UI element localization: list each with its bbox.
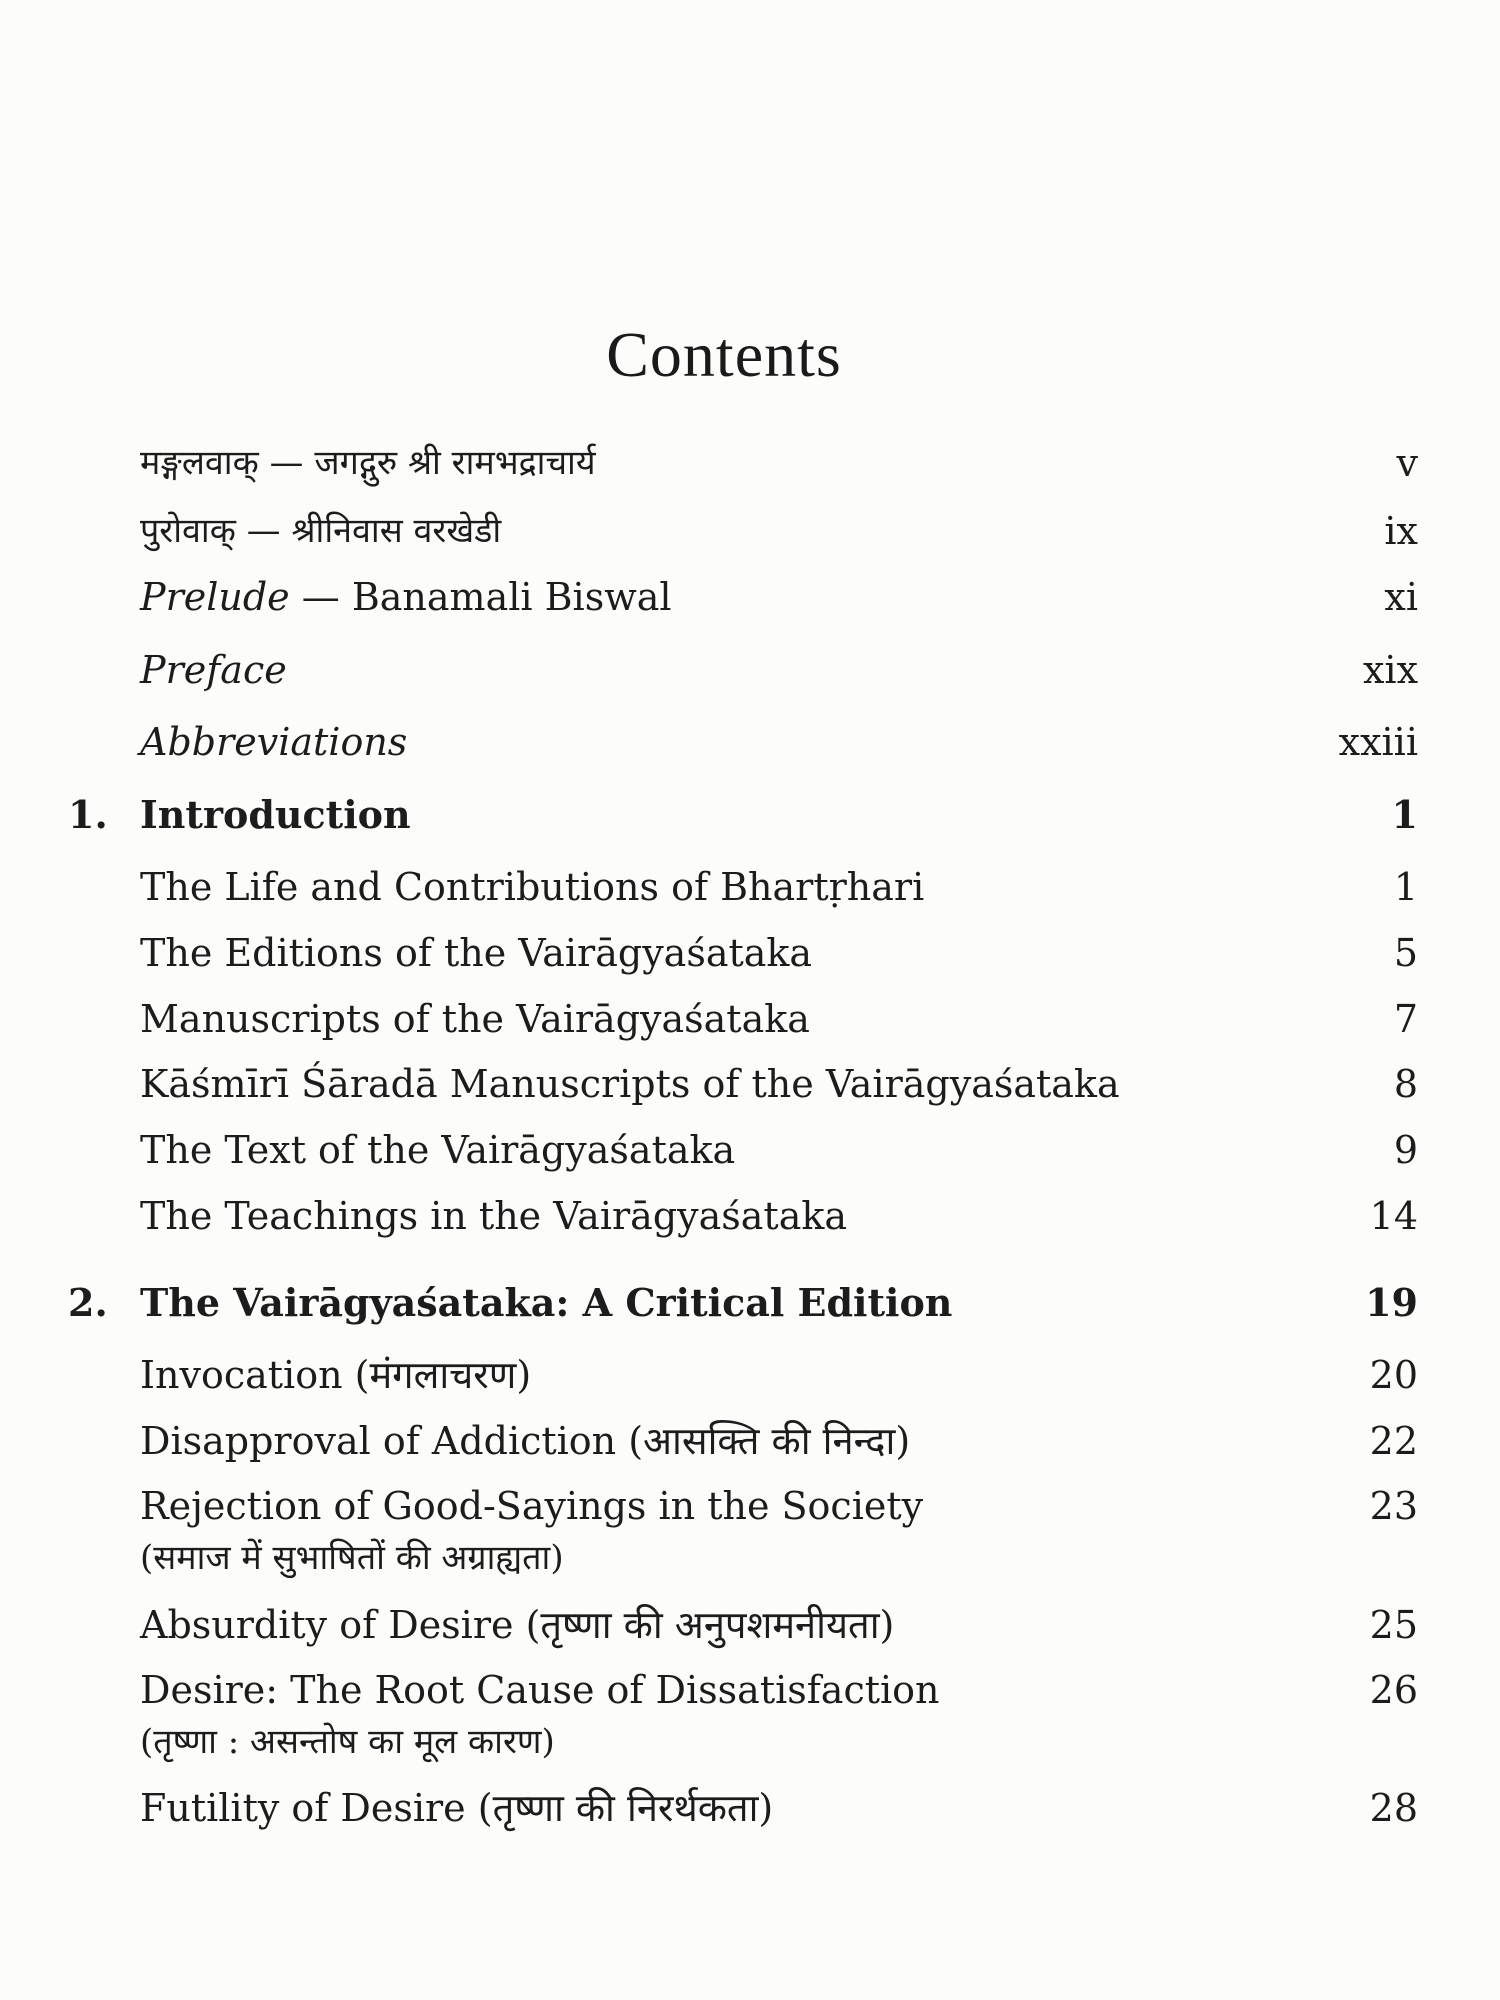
toc-entry-label-italic: Prelude bbox=[140, 575, 290, 619]
toc-section-page: 5 bbox=[1393, 931, 1418, 975]
chapter-page: 19 bbox=[1365, 1280, 1418, 1325]
toc-section-label: Disapproval of Addiction (आसक्ति की निन्दा) bbox=[140, 1419, 911, 1463]
toc-entry-label: Preface bbox=[140, 648, 287, 692]
toc-section-page: 9 bbox=[1393, 1128, 1418, 1172]
toc-section-sublabel: (समाज में सुभाषितों की अग्राह्यता) bbox=[140, 1538, 564, 1578]
toc-entry-page: xxiii bbox=[1338, 720, 1418, 764]
toc-section-page: 22 bbox=[1369, 1419, 1418, 1463]
toc-section-page: 28 bbox=[1369, 1786, 1418, 1830]
toc-entry-label: Abbreviations bbox=[140, 720, 408, 764]
chapter-number: 1. bbox=[68, 792, 108, 837]
toc-entry-label: मङ्गलवाक् — जगद्गुरु श्री रामभद्राचार्य bbox=[140, 443, 596, 483]
toc-section-label: The Text of the Vairāgyaśataka bbox=[140, 1128, 736, 1172]
chapter-page: 1 bbox=[1391, 792, 1418, 837]
toc-section-label: Absurdity of Desire (तृष्णा की अनुपशमनीयता) bbox=[140, 1603, 895, 1647]
toc-section-page: 7 bbox=[1393, 997, 1418, 1041]
toc-section-label: Futility of Desire (तृष्णा की निरर्थकता) bbox=[140, 1786, 774, 1830]
toc-section-label: Rejection of Good-Sayings in the Society bbox=[140, 1484, 924, 1528]
page-title: Contents bbox=[606, 319, 842, 390]
toc-entry-page: ix bbox=[1384, 509, 1418, 553]
toc-section-page: 14 bbox=[1369, 1194, 1418, 1238]
toc-section-page: 1 bbox=[1393, 865, 1418, 909]
toc-section-label: Invocation (मंगलाचरण) bbox=[140, 1353, 532, 1397]
toc-section-label: The Teachings in the Vairāgyaśataka bbox=[140, 1194, 848, 1238]
toc-section-page: 23 bbox=[1369, 1484, 1418, 1528]
toc-section-label: Kāśmīrī Śāradā Manuscripts of the Vairāgyaśataka bbox=[140, 1062, 1120, 1106]
toc-section-page: 20 bbox=[1369, 1353, 1418, 1397]
toc-section-page: 8 bbox=[1393, 1062, 1418, 1106]
toc-entry-page: xix bbox=[1362, 648, 1418, 692]
chapter-title: The Vairāgyaśataka: A Critical Edition bbox=[140, 1280, 953, 1325]
toc-section-label: Desire: The Root Cause of Dissatisfaction bbox=[140, 1668, 940, 1712]
toc-entry-label-author: — Banamali Biswal bbox=[289, 575, 672, 619]
toc-entry-label: पुरोवाक् — श्रीनिवास वरखेडी bbox=[140, 511, 502, 551]
chapter-title: Introduction bbox=[140, 792, 411, 837]
toc-section-label: The Life and Contributions of Bhartṛhari bbox=[140, 865, 925, 909]
toc-section-page: 25 bbox=[1369, 1603, 1418, 1647]
toc-entry-page: v bbox=[1396, 441, 1418, 485]
toc-section-label: The Editions of the Vairāgyaśataka bbox=[140, 931, 813, 975]
toc-section-sublabel: (तृष्णा : असन्तोष का मूल कारण) bbox=[140, 1722, 555, 1762]
chapter-number: 2. bbox=[68, 1280, 108, 1325]
toc-entry-page: xi bbox=[1384, 575, 1418, 619]
toc-entry-label bbox=[140, 570, 672, 624]
toc-section-page: 26 bbox=[1369, 1668, 1418, 1712]
toc-section-label: Manuscripts of the Vairāgyaśataka bbox=[140, 997, 810, 1041]
